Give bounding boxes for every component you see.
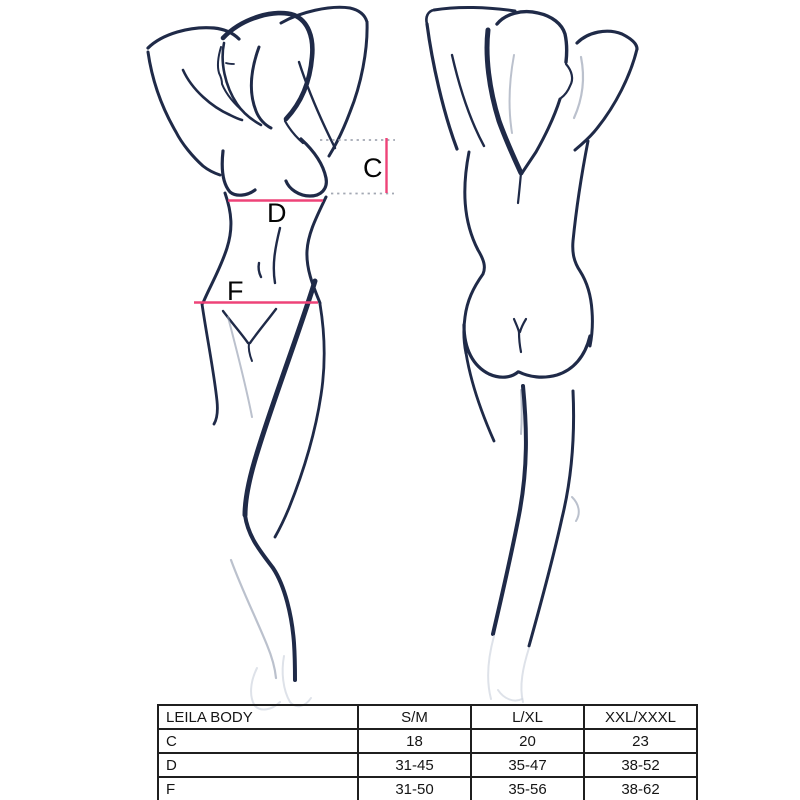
size-table-row-f — [158, 777, 697, 800]
back-crack-right-stroke — [520, 319, 526, 332]
row-label-f: F — [158, 777, 358, 800]
front-right-leg-outer-stroke — [275, 304, 324, 537]
back-left-elbow-stroke — [426, 10, 434, 24]
front-left-thigh-outer-stroke — [202, 304, 217, 424]
back-head-top-stroke — [497, 12, 567, 62]
back-hair-right-stroke — [522, 99, 560, 173]
size-table-product-header: LEILA BODY — [158, 705, 358, 729]
back-right-upper-arm-stroke — [575, 49, 637, 150]
front-bikini-right-stroke — [250, 309, 276, 343]
front-right-forearm-stroke — [281, 7, 367, 23]
measure-label-d: D — [267, 198, 287, 228]
measure-label-c: C — [363, 153, 383, 183]
value-f-sm: 31-50 — [358, 777, 471, 800]
back-ankle-stroke — [572, 497, 579, 521]
back-left-upper-arm-stroke — [427, 24, 457, 149]
value-c-xxl: 23 — [584, 729, 697, 753]
value-d-sm: 31-45 — [358, 753, 471, 777]
front-right-upper-arm-stroke — [329, 22, 367, 156]
front-crossing-thigh-stroke — [245, 281, 315, 515]
back-hair-tip-stroke — [518, 173, 521, 203]
back-left-arm-inner-stroke — [452, 55, 484, 146]
value-d-lxl: 35-47 — [471, 753, 584, 777]
row-label-c: C — [158, 729, 358, 753]
back-right-leg-stroke — [529, 391, 574, 646]
front-figure-drawing — [148, 7, 367, 709]
back-hair-strand-stroke — [510, 55, 514, 133]
back-face-profile-stroke — [561, 64, 572, 98]
measurement-marks — [194, 138, 395, 306]
back-foot-right-stroke — [521, 648, 529, 702]
back-crack-left-stroke — [514, 319, 519, 332]
back-left-forearm-stroke — [434, 7, 515, 11]
back-left-buttock-stroke — [464, 325, 518, 377]
size-table-col-sm: S/M — [358, 705, 471, 729]
size-table-col-lxl: L/XL — [471, 705, 584, 729]
value-c-sm: 18 — [358, 729, 471, 753]
front-right-arm-inner-stroke — [299, 62, 335, 148]
back-side-right-stroke — [573, 141, 593, 346]
size-table-row-d — [158, 753, 697, 777]
front-bikini-tick-stroke — [249, 343, 252, 361]
front-left-shin-stroke — [231, 560, 276, 678]
front-left-breast-stroke — [222, 151, 255, 195]
row-label-d: D — [158, 753, 358, 777]
back-right-forearm-stroke — [577, 31, 637, 49]
back-foot-left-stroke — [488, 636, 494, 699]
size-table — [157, 704, 698, 800]
front-hair-strand-stroke — [251, 47, 271, 128]
back-crack-stem-stroke — [519, 332, 521, 352]
front-bikini-left-stroke — [223, 311, 248, 343]
back-right-arm-inner-stroke — [574, 57, 583, 118]
back-inner-thigh-stroke — [521, 390, 522, 434]
value-d-xxl: 38-52 — [584, 753, 697, 777]
back-side-left-stroke — [464, 152, 484, 353]
back-foot-arc-stroke — [498, 690, 522, 701]
front-belly-line-stroke — [274, 228, 280, 283]
front-waist-right-stroke — [307, 197, 326, 303]
back-right-buttock-stroke — [519, 336, 590, 377]
measure-label-f: F — [227, 276, 244, 306]
size-table-col-xxl: XXL/XXXL — [584, 705, 697, 729]
front-right-breast-stroke — [286, 139, 326, 196]
value-c-lxl: 20 — [471, 729, 584, 753]
front-navel-stroke — [259, 263, 261, 277]
size-table-row-c — [158, 729, 697, 753]
back-figure-drawing — [426, 7, 637, 702]
value-f-xxl: 38-62 — [584, 777, 697, 800]
value-f-lxl: 35-56 — [471, 777, 584, 800]
size-table-header-row — [158, 705, 697, 729]
front-eye-stroke — [226, 63, 234, 64]
back-hair-left-stroke — [487, 30, 521, 173]
